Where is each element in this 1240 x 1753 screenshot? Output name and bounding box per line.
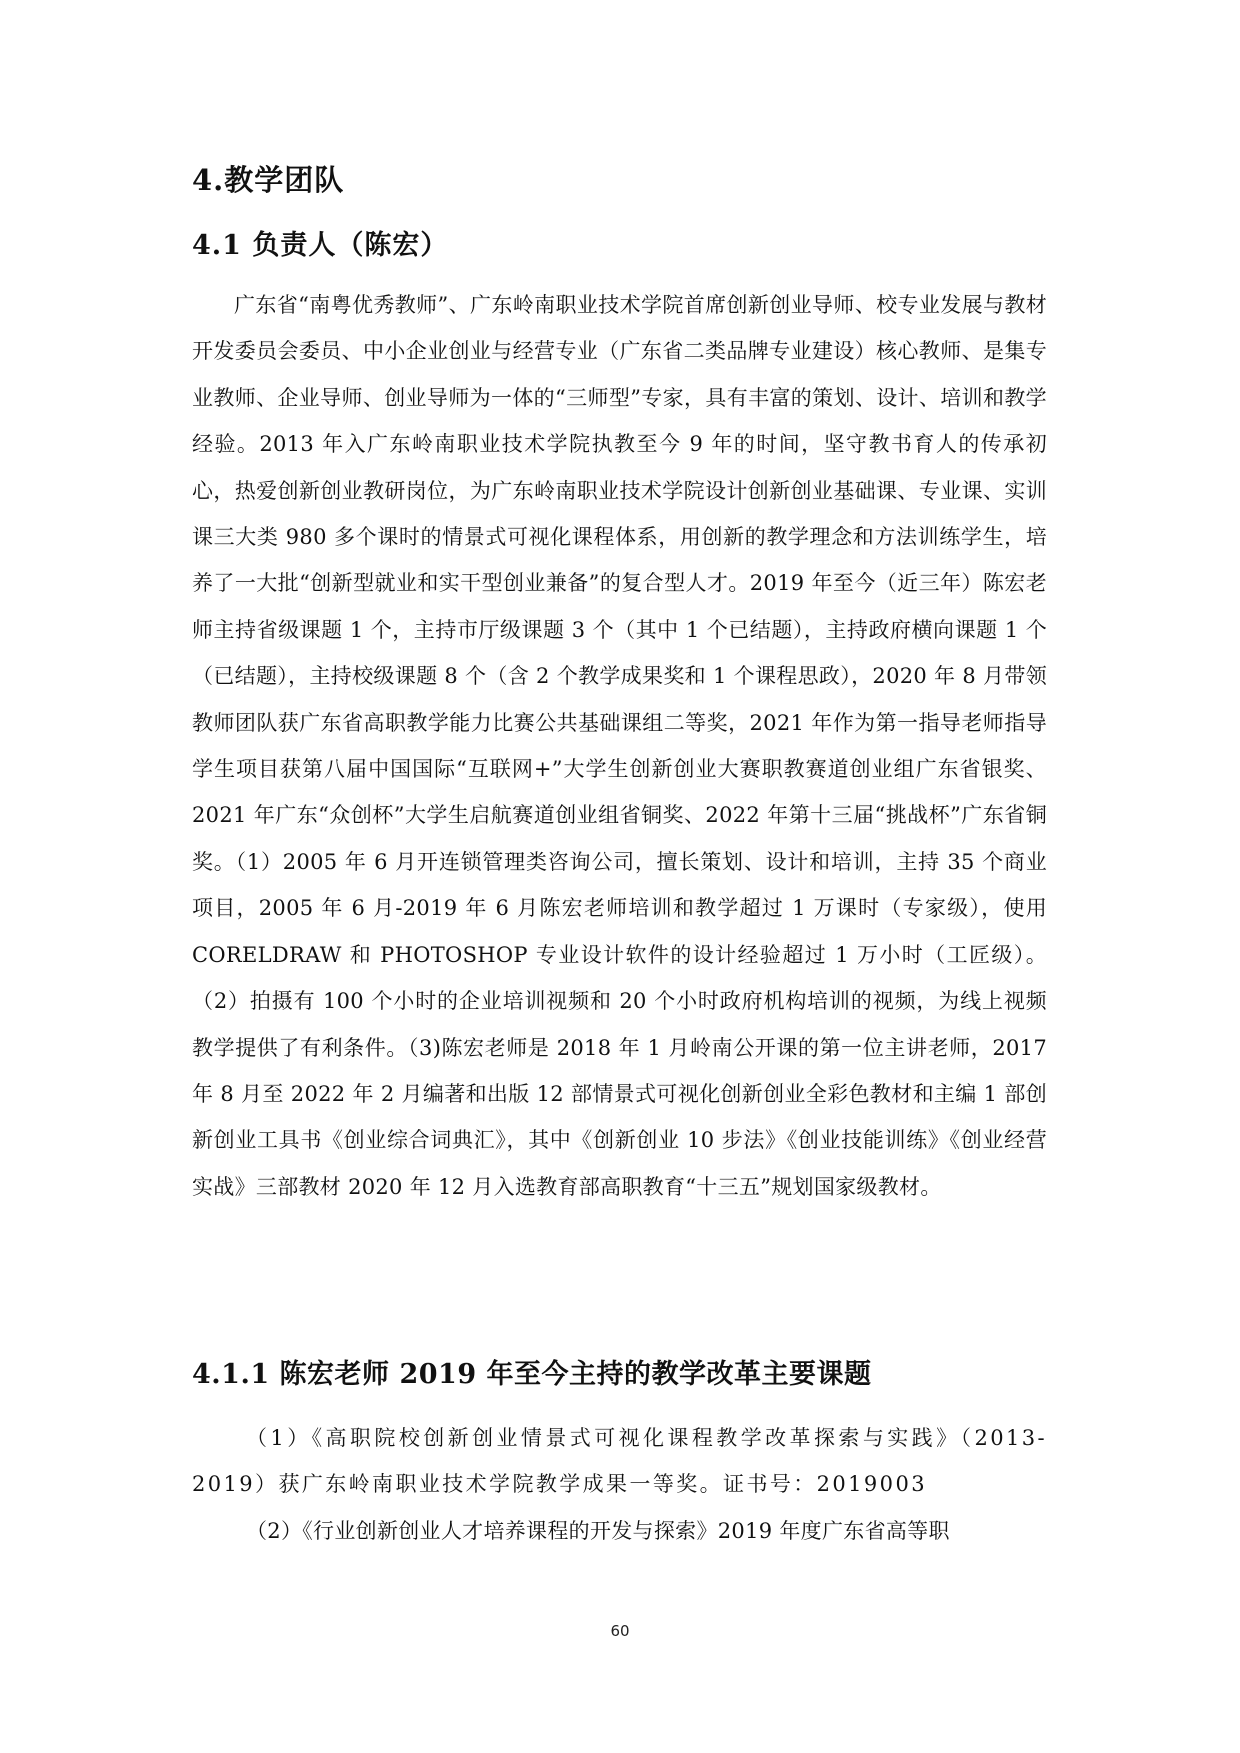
section-heading: 4.教学团队 <box>192 163 345 197</box>
topic-item-2: （2）《行业创新创业人才培养课程的开发与探索》2019 年度广东省高等职 <box>246 1519 950 1543</box>
page-number: 60 <box>610 1622 630 1640</box>
bio-paragraph: 广东省“南粤优秀教师”、广东岭南职业技术学院首席创新创业导师、校专业发展与教材开发委员会委员、中小企业创业与经营专业（广东省二类品牌专业建设）核心教师、是集专业教师、企业导师、创业导师为一体的“三师型”专家，具有丰富的策划、设计、培训和教学经验。2013 年入广东岭南职业技术学院执教至今 9 年的时间，坚守教书育人的传承初心，热爱创新创业教研岗位，为广东岭南职业技术学院设计创新创业基础课、专业课、实训课三大类 980 多个课时的情景式可视化课程体系，用创新的教学理念和方法训练学生，培养了一大批“创新型就业和实干型创业兼备”的复合型人才。2019 年至今（近三年）陈宏老师主持省级课题 1 个，主持市厅级课题 3 个（其中 1 个已结题），主持政府横向课题 1 个（已结题），主持校级课题 8 个（含 2 个教学成果奖和 1 个课程思政），2020 年 8 月带领教师团队获广东省高职教学能力比赛公共基础课组二等奖，2021 年作为第一指导老师指导学生项目获第八届中国国际“互联网+”大学生创新创业大赛职教赛道创业组广东省银奖、2021 年广东“众创杯”大学生启航赛道创业组省铜奖、2022 年第十三届“挑战杯”广东省铜奖。（1）2005 年 6 月开连锁管理类咨询公司，擅长策划、设计和培训，主持 35 个商业项目，2005 年 6 月-2019 年 6 月陈宏老师培训和教学超过 1 万课时（专家级），使用 CORELDRAW 和 PHOTOSHOP 专业设计软件的设计经验超过 1 万小时（工匠级）。（2）拍摄有 100 个小时的企业培训视频和 20 个小时政府机构培训的视频，为线上视频教学提供了有利条件。（3)陈宏老师是 2018 年 1 月岭南公开课的第一位主讲老师，2017 年 8 月至 2022 年 2 月编著和出版 12 部情景式可视化创新创业全彩色教材和主编 1 部创新创业工具书《创业综合词典汇》，其中《创新创业 10 步法》《创业技能训练》《创业经营实战》三部教材 2020 年 12 月入选教育部高职教育“十三五”规划国家级教材。 <box>192 293 1047 1199</box>
subsection-heading: 4.1 负责人（陈宏） <box>192 230 449 261</box>
sub-subsection-heading: 4.1.1 陈宏老师 2019 年至今主持的教学改革主要课题 <box>192 1359 872 1390</box>
topic-item-1: （1）《高职院校创新创业情景式可视化课程教学改革探索与实践》（2013-2019）获广东岭南职业技术学院教学成果一等奖。证书号：2019003 <box>192 1426 1047 1497</box>
